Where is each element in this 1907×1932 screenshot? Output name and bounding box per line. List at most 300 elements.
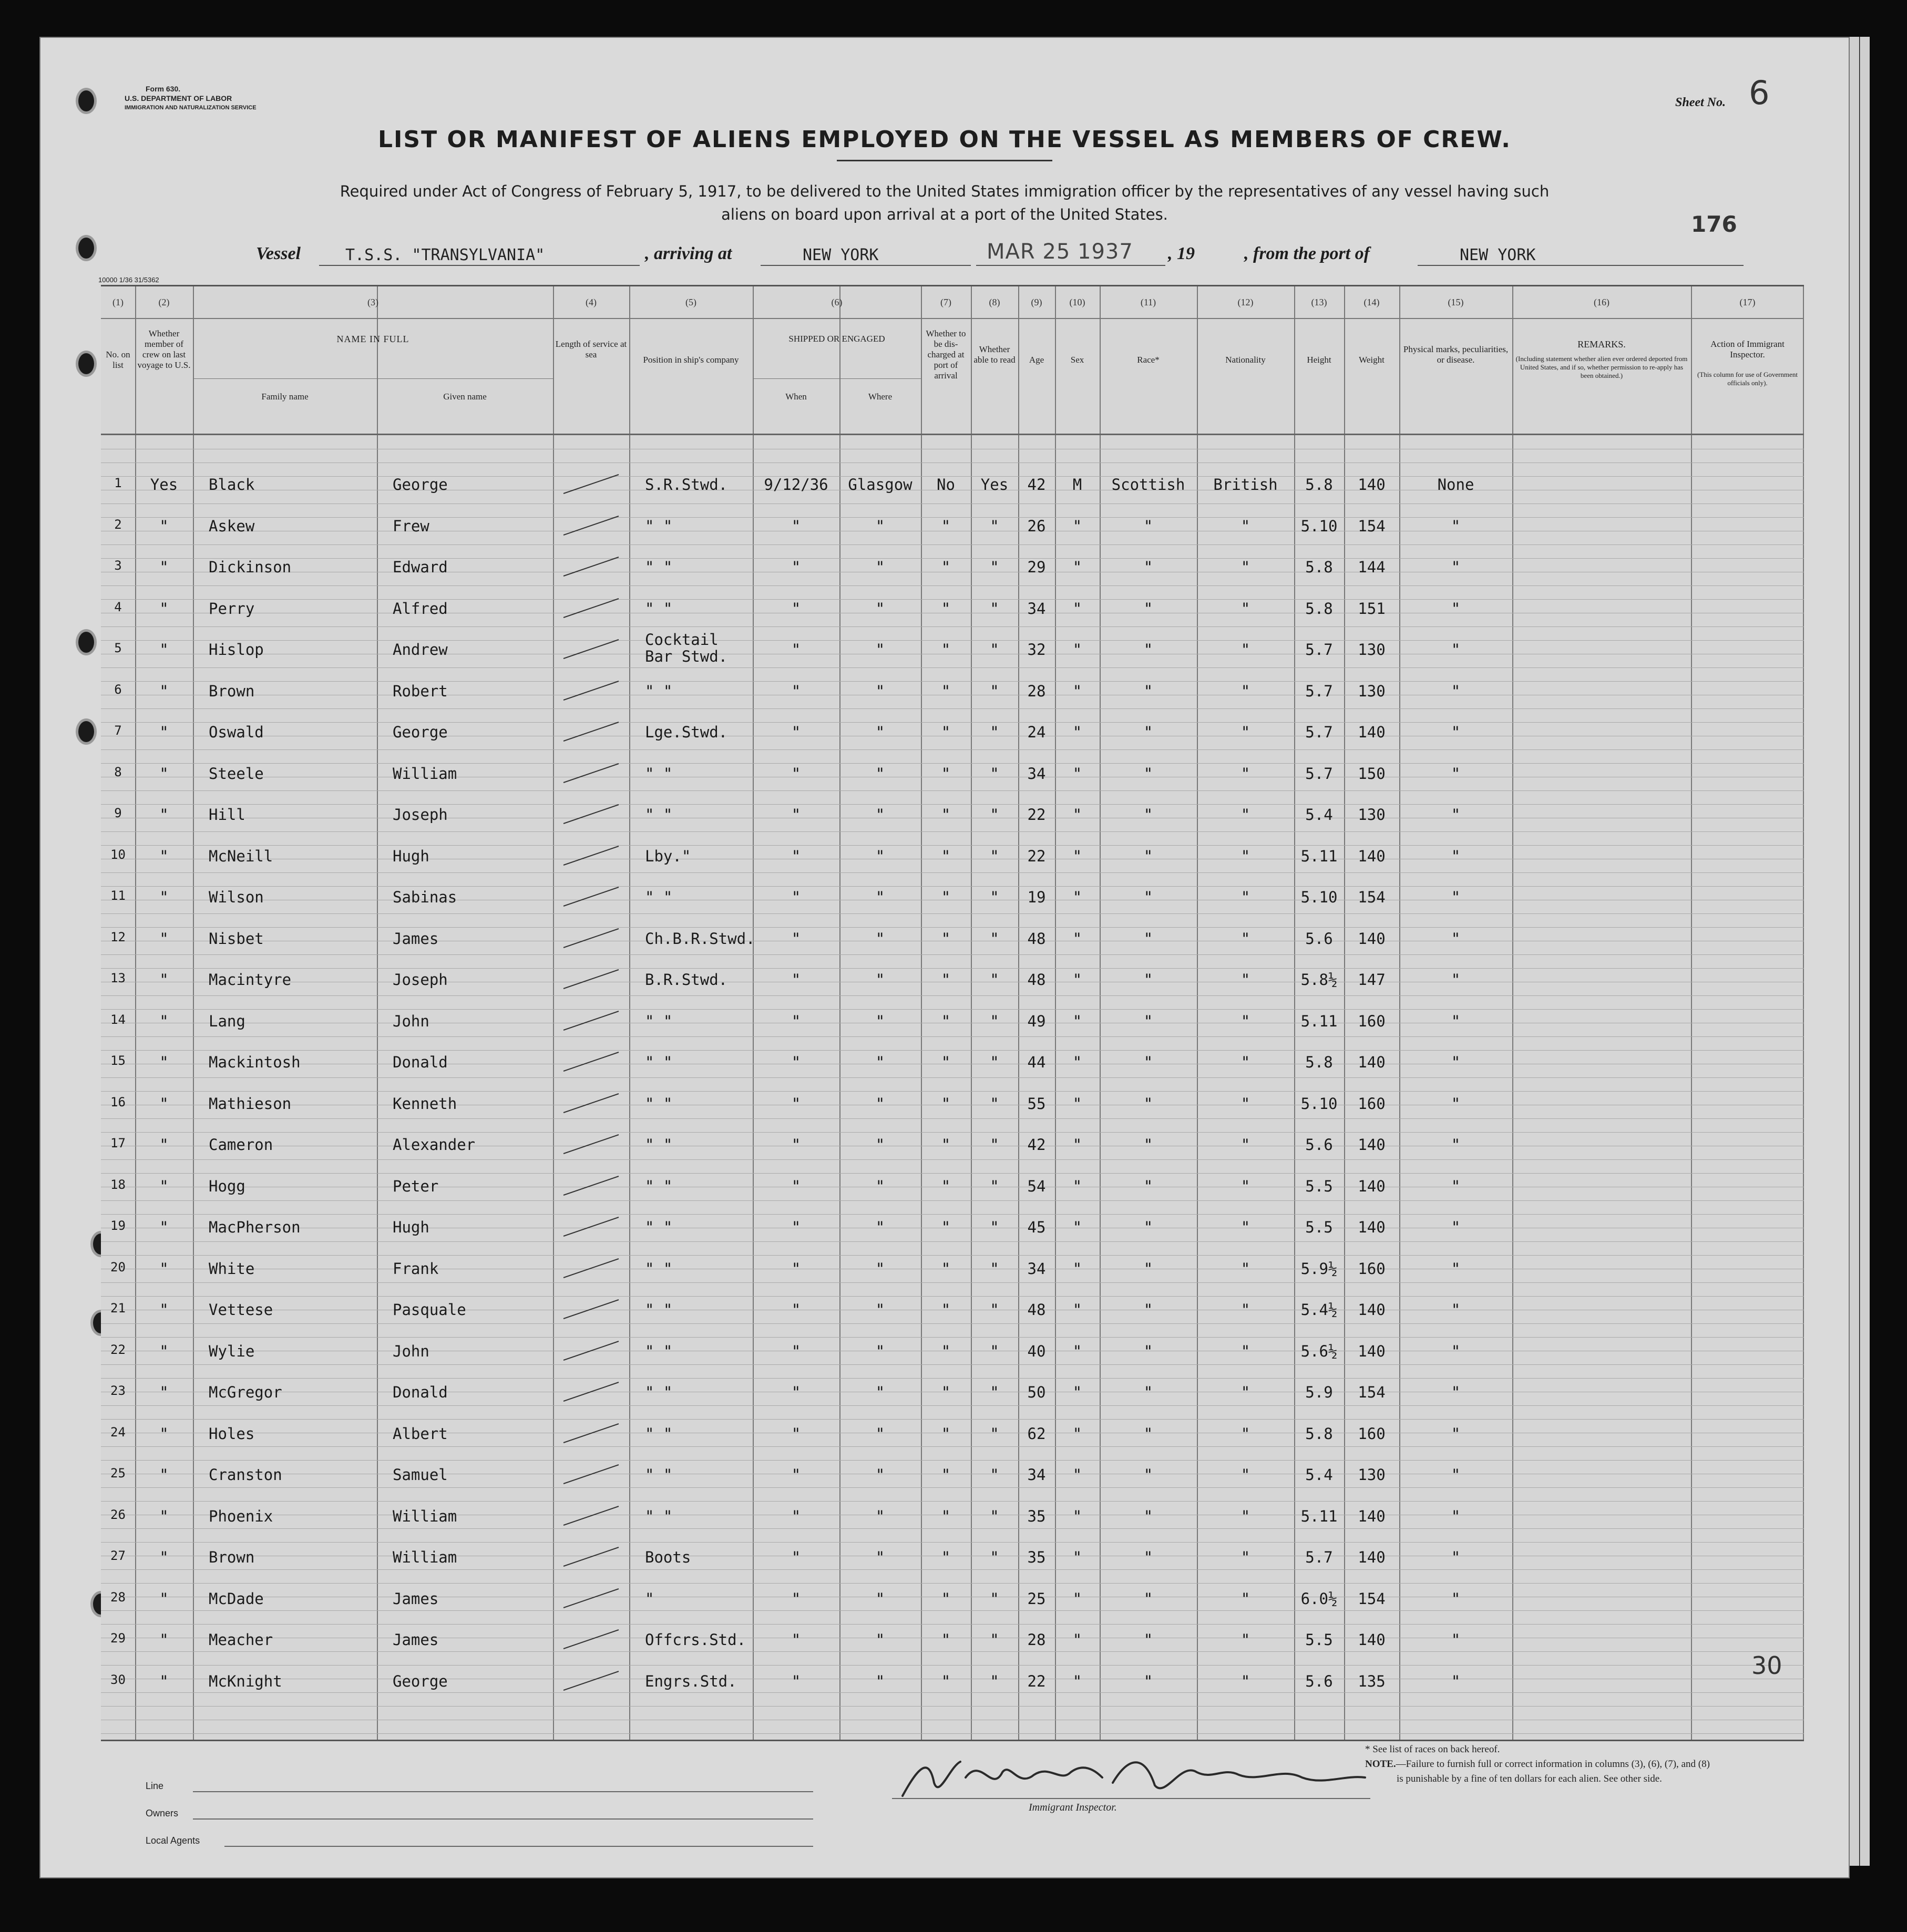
cell-na: " (1240, 1383, 1250, 1401)
cell-m: Yes (150, 476, 178, 494)
cell-wt: 151 (1358, 600, 1386, 618)
cell-f: Brown (209, 1548, 255, 1566)
cell-w: " (791, 1631, 801, 1649)
cell-s: " (1072, 1177, 1082, 1195)
cell-d: " (941, 888, 951, 906)
cell-wh: " (875, 682, 885, 700)
cell-wt: 140 (1358, 1631, 1386, 1649)
cell-pm: " (1451, 600, 1461, 618)
inspector-label: Immigrant Inspector. (1029, 1802, 1117, 1813)
cell-h: 5.6 (1305, 1136, 1333, 1154)
cell-r: " (990, 1012, 999, 1030)
cell-r: " (990, 930, 999, 948)
cell-na: " (1240, 682, 1250, 700)
cell-m: " (159, 1672, 169, 1690)
cell-p: Offcrs.Std. (645, 1631, 746, 1649)
cell-g: Sabinas (393, 888, 457, 906)
cell-w: " (791, 1425, 801, 1443)
cell-pm: " (1451, 971, 1461, 989)
cell-ra: " (1143, 1466, 1153, 1484)
cell-w: " (791, 1548, 801, 1566)
cell-ra: " (1143, 1177, 1153, 1195)
cell-ra: Scottish (1111, 476, 1185, 494)
cell-wh: " (875, 1631, 885, 1649)
cell-g: George (393, 476, 448, 494)
cell-wt: 140 (1358, 723, 1386, 741)
cell-n: 14 (110, 1012, 126, 1027)
cell-w: " (791, 558, 801, 576)
cell-w: " (791, 1177, 801, 1195)
cell-m: " (159, 1053, 169, 1071)
cell-n: 1 (114, 476, 122, 490)
cell-pm: " (1451, 1260, 1461, 1278)
cell-h: 5.4 (1305, 806, 1333, 824)
cell-r: " (990, 1177, 999, 1195)
table-row (101, 930, 1804, 961)
cell-a: 48 (1027, 930, 1046, 948)
cell-n: 17 (110, 1136, 126, 1150)
cell-wh: " (875, 888, 885, 906)
column-number: (11) (1140, 297, 1156, 307)
cell-f: Hogg (209, 1177, 245, 1195)
cell-n: 7 (114, 723, 122, 738)
paper-edge (1849, 37, 1859, 1866)
binder-hole (78, 721, 94, 742)
cell-pm: " (1451, 1177, 1461, 1195)
form-number: Form 630. (146, 85, 181, 93)
cell-h: 5.10 (1300, 888, 1338, 906)
cell-a: 32 (1027, 641, 1046, 659)
cell-g: Joseph (393, 971, 448, 989)
note-text-1: —Failure to furnish full or correct information in columns (3), (6), (7), and (8) (1396, 1759, 1710, 1770)
cell-ra: " (1143, 1425, 1153, 1443)
cell-h: 5.8½ (1300, 971, 1338, 989)
cell-g: Joseph (393, 806, 448, 824)
cell-h: 5.8 (1305, 1053, 1333, 1071)
cell-wt: 154 (1358, 517, 1386, 535)
table-row (101, 1177, 1804, 1209)
cell-na: " (1240, 847, 1250, 865)
cell-m: " (159, 558, 169, 576)
cell-n: 29 (110, 1631, 126, 1646)
service-slash-mark (553, 1005, 629, 1036)
column-number: (7) (940, 297, 951, 307)
cell-f: Steele (209, 765, 264, 783)
cell-s: " (1072, 1383, 1082, 1401)
cell-f: Holes (209, 1425, 255, 1443)
cell-d: " (941, 1507, 951, 1525)
cell-a: 24 (1027, 723, 1046, 741)
cell-p: S.R.Stwd. (645, 476, 728, 494)
cell-p: " " (645, 600, 673, 618)
service-slash-mark (553, 1582, 629, 1614)
cell-f: Mathieson (209, 1095, 292, 1113)
cell-p: " " (645, 682, 673, 700)
cell-pm: " (1451, 930, 1461, 948)
header-remarks: REMARKS. (1577, 339, 1626, 350)
year-label: , 19 (1168, 244, 1195, 263)
from-port-field (1418, 244, 1744, 266)
cell-s: " (1072, 723, 1082, 741)
cell-r: " (990, 1095, 999, 1113)
column-number: (10) (1069, 297, 1085, 307)
cell-d: " (941, 1012, 951, 1030)
cell-ra: " (1143, 847, 1153, 865)
cell-r: " (990, 1672, 999, 1690)
cell-h: 5.10 (1300, 1095, 1338, 1113)
service-slash-mark (553, 675, 629, 706)
column-number: (17) (1739, 297, 1756, 307)
cell-s: " (1072, 1053, 1082, 1071)
header-member: Whether member of crew on last voyage to U.S. (137, 328, 191, 370)
cell-p: Cocktail Bar Stwd. (645, 631, 728, 665)
cell-s: " (1072, 600, 1082, 618)
cell-ra: " (1143, 971, 1153, 989)
cell-na: " (1240, 806, 1250, 824)
cell-n: 8 (114, 765, 122, 779)
cell-f: McDade (209, 1590, 264, 1608)
cell-wh: " (875, 1095, 885, 1113)
cell-s: " (1072, 847, 1082, 865)
cell-m: " (159, 847, 169, 865)
cell-wh: Glasgow (848, 476, 913, 494)
service-slash-mark (553, 633, 629, 665)
cell-s: " (1072, 517, 1082, 535)
cell-r: " (990, 682, 999, 700)
cell-p: " " (645, 517, 673, 535)
cell-h: 5.7 (1305, 641, 1333, 659)
cell-g: James (393, 930, 439, 948)
service-slash-mark (553, 757, 629, 789)
cell-w: " (791, 1218, 801, 1236)
cell-h: 5.6 (1305, 1672, 1333, 1690)
cell-m: " (159, 1590, 169, 1608)
local-agents-label: Local Agents (146, 1835, 200, 1846)
cell-m: " (159, 1260, 169, 1278)
cell-p: " " (645, 558, 673, 576)
cell-g: James (393, 1590, 439, 1608)
cell-r: " (990, 1342, 999, 1360)
cell-h: 5.4½ (1300, 1301, 1338, 1319)
cell-wt: 150 (1358, 765, 1386, 783)
note-label: NOTE. (1365, 1759, 1396, 1770)
cell-na: " (1240, 971, 1250, 989)
cell-a: 34 (1027, 1260, 1046, 1278)
binder-hole (78, 632, 94, 653)
cell-h: 5.8 (1305, 476, 1333, 494)
column-number: (2) (158, 297, 170, 307)
cell-h: 5.5 (1305, 1218, 1333, 1236)
cell-p: " " (645, 1383, 673, 1401)
cell-ra: " (1143, 1631, 1153, 1649)
cell-a: 22 (1027, 806, 1046, 824)
table-row (101, 1548, 1804, 1580)
cell-n: 26 (110, 1507, 126, 1522)
cell-g: William (393, 765, 457, 783)
cell-h: 5.10 (1300, 517, 1338, 535)
cell-pm: " (1451, 1218, 1461, 1236)
cell-s: " (1072, 1631, 1082, 1649)
cell-r: " (990, 641, 999, 659)
cell-s: " (1072, 1301, 1082, 1319)
arrival-port-value: NEW YORK (803, 246, 879, 264)
page-title: LIST OR MANIFEST OF ALIENS EMPLOYED ON THE VESSEL AS MEMBERS OF CREW. (377, 126, 1511, 153)
cell-f: Oswald (209, 723, 264, 741)
cell-n: 12 (110, 930, 126, 944)
from-port-label: , from the port of (1244, 244, 1370, 263)
column-number: (15) (1448, 297, 1464, 307)
cell-wh: " (875, 765, 885, 783)
header-nationality: Nationality (1225, 355, 1266, 365)
paper-edge (1860, 37, 1870, 1866)
cell-wt: 144 (1358, 558, 1386, 576)
cell-w: " (791, 1012, 801, 1030)
cell-r: " (990, 888, 999, 906)
cell-f: Macintyre (209, 971, 292, 989)
cell-m: " (159, 1177, 169, 1195)
cell-f: Perry (209, 600, 255, 618)
cell-h: 5.11 (1300, 847, 1338, 865)
cell-m: " (159, 1383, 169, 1401)
header-physical-marks: Physical marks, peculiarities, or disease. (1403, 344, 1509, 365)
cell-n: 15 (110, 1053, 126, 1068)
cell-wh: " (875, 723, 885, 741)
cell-s: " (1072, 1466, 1082, 1484)
cell-n: 13 (110, 971, 126, 985)
cell-p: " " (645, 1053, 673, 1071)
header-when: When (785, 392, 807, 402)
cell-a: 35 (1027, 1548, 1046, 1566)
cell-a: 55 (1027, 1095, 1046, 1113)
cell-p: Lby." (645, 847, 691, 865)
owners-rule (193, 1818, 813, 1820)
header-discharged: Whether to be dis-charged at port of arrival (926, 328, 966, 381)
cell-ra: " (1143, 1218, 1153, 1236)
cell-wh: " (875, 847, 885, 865)
header-action-note: (This column for use of Government officials only). (1697, 371, 1798, 387)
cell-g: Alexander (393, 1136, 476, 1154)
cell-h: 5.9 (1305, 1383, 1333, 1401)
header-where: Where (868, 392, 893, 402)
cell-wt: 147 (1358, 971, 1386, 989)
cell-p: " " (645, 1136, 673, 1154)
cell-d: " (941, 1218, 951, 1236)
cell-na: " (1240, 1590, 1250, 1608)
table-row (101, 888, 1804, 920)
cell-g: Frank (393, 1260, 439, 1278)
cell-na: " (1240, 600, 1250, 618)
cell-wt: 130 (1358, 1466, 1386, 1484)
cell-r: " (990, 765, 999, 783)
cell-wt: 140 (1358, 1053, 1386, 1071)
cell-r: " (990, 1631, 999, 1649)
binder-hole (78, 353, 94, 374)
cell-pm: " (1451, 765, 1461, 783)
cell-ra: " (1143, 806, 1153, 824)
cell-wh: " (875, 1672, 885, 1690)
cell-wt: 140 (1358, 1136, 1386, 1154)
cell-wt: 130 (1358, 641, 1386, 659)
cell-g: William (393, 1507, 457, 1525)
table-row (101, 476, 1804, 507)
cell-d: " (941, 1466, 951, 1484)
cell-g: Robert (393, 682, 448, 700)
cell-n: 27 (110, 1548, 126, 1563)
cell-na: " (1240, 888, 1250, 906)
cell-d: " (941, 1136, 951, 1154)
cell-n: 18 (110, 1177, 126, 1192)
vessel-label: Vessel (256, 244, 301, 263)
cell-h: 5.6½ (1300, 1342, 1338, 1360)
cell-m: " (159, 1012, 169, 1030)
cell-ra: " (1143, 1301, 1153, 1319)
service-slash-mark (553, 1087, 629, 1119)
table-row (101, 1590, 1804, 1621)
cell-r: " (990, 847, 999, 865)
cell-w: " (791, 1507, 801, 1525)
cell-g: Frew (393, 517, 429, 535)
cell-g: Hugh (393, 1218, 429, 1236)
cell-na: " (1240, 765, 1250, 783)
cell-h: 5.11 (1300, 1507, 1338, 1525)
cell-wh: " (875, 1342, 885, 1360)
cell-w: " (791, 930, 801, 948)
column-number: (13) (1311, 297, 1327, 307)
table-row (101, 1218, 1804, 1250)
table-row (101, 682, 1804, 714)
cell-a: 28 (1027, 682, 1046, 700)
cell-m: " (159, 1631, 169, 1649)
cell-ra: " (1143, 517, 1153, 535)
service-slash-mark (553, 551, 629, 582)
cell-pm: " (1451, 723, 1461, 741)
cell-s: " (1072, 1590, 1082, 1608)
cell-s: M (1072, 476, 1082, 494)
cell-wh: " (875, 1053, 885, 1071)
cell-na: " (1240, 1053, 1250, 1071)
cell-w: " (791, 1136, 801, 1154)
cell-f: Brown (209, 682, 255, 700)
header-given-name: Given name (443, 392, 487, 402)
line-rule (193, 1791, 813, 1792)
note-line-2: is punishable by a fine of ten dollars for each alien. See other side. (1397, 1773, 1662, 1784)
service-slash-mark (553, 1458, 629, 1490)
cell-w: " (791, 600, 801, 618)
cell-na: " (1240, 1425, 1250, 1443)
cell-pm: " (1451, 1136, 1461, 1154)
cell-s: " (1072, 930, 1082, 948)
service-slash-mark (553, 1252, 629, 1284)
cell-wh: " (875, 930, 885, 948)
cell-na: " (1240, 1301, 1250, 1319)
cell-f: McKnight (209, 1672, 282, 1690)
cell-r: " (990, 723, 999, 741)
cell-na: " (1240, 1095, 1250, 1113)
cell-wt: 140 (1358, 930, 1386, 948)
service-slash-mark (553, 1541, 629, 1573)
cell-g: Pasquale (393, 1301, 466, 1319)
cell-g: Hugh (393, 847, 429, 865)
cell-r: " (990, 1425, 999, 1443)
cell-ra: " (1143, 1672, 1153, 1690)
table-row (101, 1425, 1804, 1456)
cell-f: Wylie (209, 1342, 255, 1360)
cell-wh: " (875, 1012, 885, 1030)
cell-m: " (159, 888, 169, 906)
table-row (101, 1383, 1804, 1415)
cell-a: 49 (1027, 1012, 1046, 1030)
cell-g: Donald (393, 1383, 448, 1401)
cell-f: Vettese (209, 1301, 273, 1319)
vessel-field (319, 244, 640, 266)
cell-wt: 140 (1358, 1218, 1386, 1236)
cell-s: " (1072, 765, 1082, 783)
cell-g: Peter (393, 1177, 439, 1195)
service-slash-mark (553, 1170, 629, 1201)
cell-g: George (393, 723, 448, 741)
cell-a: 35 (1027, 1507, 1046, 1525)
cell-s: " (1072, 641, 1082, 659)
cell-w: " (791, 1053, 801, 1071)
cell-r: " (990, 1136, 999, 1154)
cell-ra: " (1143, 930, 1153, 948)
cell-n: 20 (110, 1260, 126, 1275)
cell-wh: " (875, 558, 885, 576)
service-slash-mark (553, 881, 629, 912)
cell-na: " (1240, 558, 1250, 576)
cell-d: " (941, 847, 951, 865)
cell-d: " (941, 1177, 951, 1195)
cell-a: 62 (1027, 1425, 1046, 1443)
cell-f: Cameron (209, 1136, 273, 1154)
cell-pm: " (1451, 1507, 1461, 1525)
cell-wt: 160 (1358, 1260, 1386, 1278)
cell-p: " " (645, 1301, 673, 1319)
cell-n: 6 (114, 682, 122, 697)
cell-w: " (791, 1672, 801, 1690)
cell-na: " (1240, 1136, 1250, 1154)
cell-wt: 140 (1358, 1342, 1386, 1360)
cell-p: " " (645, 1507, 673, 1525)
cell-h: 5.7 (1305, 682, 1333, 700)
cell-f: Dickinson (209, 558, 292, 576)
cell-na: " (1240, 1631, 1250, 1649)
cell-pm: " (1451, 682, 1461, 700)
cell-ra: " (1143, 1507, 1153, 1525)
cell-na: " (1240, 641, 1250, 659)
cell-d: " (941, 558, 951, 576)
cell-g: Edward (393, 558, 448, 576)
cell-f: Hislop (209, 641, 264, 659)
cell-p: " " (645, 765, 673, 783)
cell-p: " (645, 1590, 654, 1608)
cell-a: 25 (1027, 1590, 1046, 1608)
binder-hole (78, 238, 94, 259)
from-port-value: NEW YORK (1460, 246, 1536, 264)
cell-ra: " (1143, 558, 1153, 576)
cell-n: 5 (114, 641, 122, 655)
cell-ra: " (1143, 600, 1153, 618)
column-number: (8) (989, 297, 1000, 307)
cell-d: " (941, 1672, 951, 1690)
header-age: Age (1029, 355, 1044, 365)
service-slash-mark (553, 510, 629, 541)
cell-p: B.R.Stwd. (645, 971, 728, 989)
cell-pm: " (1451, 1631, 1461, 1649)
cell-s: " (1072, 1342, 1082, 1360)
total-count: 30 (1751, 1651, 1782, 1680)
table-row (101, 517, 1804, 549)
